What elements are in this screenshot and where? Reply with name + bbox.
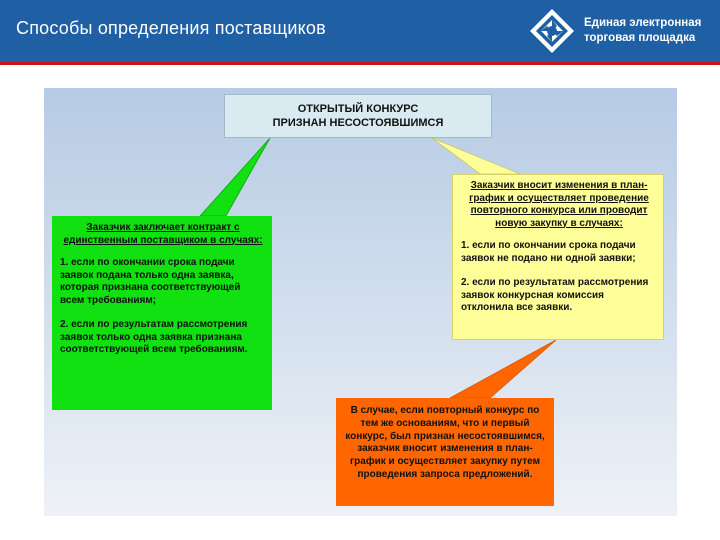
yellow-heading: Заказчик вносит изменения в план-график и осуществляет проведение повторного конкурса или проводит новую закупку в случаях: <box>469 180 649 229</box>
yellow-item-2: 2. если по результатам рассмотрения заявок конкурсная комиссия отклонила все заявки. <box>461 277 649 313</box>
yellow-callout-pointer <box>432 138 520 174</box>
orange-callout-box <box>336 398 554 506</box>
logo-line-1: Единая электронная <box>584 17 702 29</box>
green-callout-box <box>52 216 272 410</box>
diagram-title-line-2: ПРИЗНАН НЕСОСТОЯВШИМСЯ <box>272 117 444 129</box>
green-callout-pointer <box>200 138 270 216</box>
yellow-callout-box <box>452 174 664 340</box>
green-heading: Заказчик заключает контракт с единственным поставщиком в случаях: <box>63 222 263 246</box>
orange-text: В случае, если повторный конкурс по тем же основаниям, что и первый конкурс, был признан несостоявшимся, заказчик вносит изменения в план-график и осуществляет закупку путем проведения запроса предложений. <box>345 405 545 480</box>
logo-line-2: торговая площадка <box>584 32 696 44</box>
green-item-2: 2. если по результатам рассмотрения заявок только одна заявка признана соответствующей всем требованиям. <box>60 319 248 355</box>
green-item-1: 1. если по окончании срока подачи заявок подана только одна заявка, которая признана соответствующей всем требованиям; <box>60 257 241 306</box>
yellow-item-1: 1. если по окончании срока подачи заявок не подано ни одной заявки; <box>461 240 636 264</box>
diagram-title-line-1: ОТКРЫТЫЙ КОНКУРС <box>297 103 419 115</box>
diagram-title <box>224 94 492 138</box>
orange-callout-pointer <box>450 340 556 398</box>
page-title: Способы определения поставщиков <box>16 18 326 38</box>
